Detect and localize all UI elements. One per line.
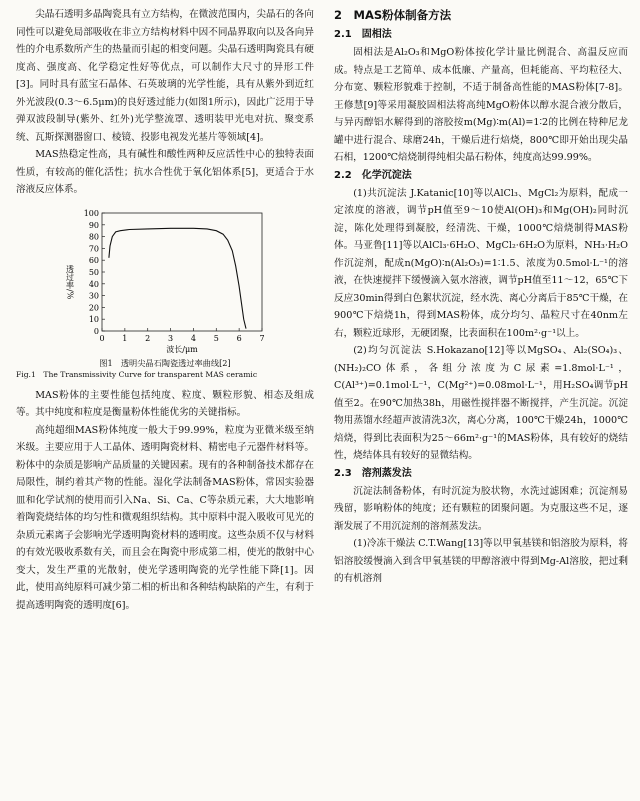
subsection-heading-precipitation: 2.2 化学沉淀法 bbox=[334, 169, 412, 181]
paragraph-spinel-intro: 尖晶石透明多晶陶瓷具有立方结构，在微波范围内，尖晶石的各向同性可以避免局部吸收在非立方结构材料中因不同晶界取向以及各向异性的介电系数所产生的热量而引起的相变问题。尖晶石透明陶瓷具有硬度高、强度高、化学稳定性好等优点，可以制作大尺寸的异形工件[3]。同时具有蓝宝石晶体、石英玻璃的光学性能，具有从紫外到近红外光波段(0.3～6.5μm)的良好透过能力(如图1所示)，因此广泛用于导弹双波段制导(紫外、红外)光学整流罩、透明装甲光电对抗、聚变系统、瓦斯探测器窗口、棱镜、投影电视发光基片等领域[4]。 bbox=[16, 9, 314, 143]
y-tick-label: 10 bbox=[88, 314, 99, 324]
figure-caption-cn: 图1 透明尖晶石陶瓷透过率曲线[2] bbox=[99, 357, 231, 368]
paragraph-purity: 高纯超细MAS粉体纯度一般大于99.99%，粒度为亚微米级至纳米级。主要应用于人工晶体、透明陶瓷材料、精密电子元器件材料等。粉体中的杂质是影响产品质量的关键因素。现有的各种制备技术都存在局限性，制约着其产物的性能。湿化学法制备MAS粉体，常因实验器皿和化学试剂的使用而引入Na、Si、Ca、C等杂质元素，大大地影响着陶瓷烧结体的均匀性和微观组织结构。其中原料中混入吸收可见光的杂质元素离子会影响光学透明陶瓷材料的透明度。这些杂质不仅与材料的有效光吸收系数有关，而且会在陶瓷中形成第二相，使光的散射中心变大，发生严重的光散射，使光学透明陶瓷的光学性能下降[1]。因此，使用高纯原料可减少第二相的析出和各种结构缺陷的产生，有利于提高透明陶瓷的透明度[6]。 bbox=[16, 424, 314, 611]
transmissivity-curve bbox=[109, 228, 246, 328]
y-tick-label: 60 bbox=[88, 255, 99, 265]
x-tick-label: 4 bbox=[190, 333, 196, 343]
y-tick-label: 70 bbox=[88, 243, 99, 253]
paragraph-mas-properties: MAS粉体的主要性能包括纯度、粒度、颗粒形貌、相态及组成等。其中纯度和粒度是衡量粉体性能优劣的关键指标。 bbox=[16, 389, 314, 418]
paragraph-homogeneous-precipitation: (2)均匀沉淀法 S.Hokazano[12]等以MgSO₄、Al₂(SO₄)₃、(NH₂)₂CO体系，各组分浓度为C尿素=1.8mol·L⁻¹，C(Al³⁺)=0.1mol·L⁻¹，C(Mg²⁺)=0.08mol·L⁻¹，用H₂SO₄调节pH值至2。在90℃加热38h，用磁性搅拌器不断搅拌，产生沉淀。沉淀物用蒸馏水经超声波清洗3次，离心分离，100℃干燥24h，1000℃焙烧，得到比表面积为25～66m²·g⁻¹的MAS粉体，具有较好的烧结性，烧结体具有较好的显微结构。 bbox=[334, 345, 628, 461]
left-column bbox=[16, 6, 314, 614]
y-axis-label: 透过率/% bbox=[65, 264, 75, 299]
y-tick-label: 0 bbox=[93, 326, 99, 336]
right-column bbox=[334, 6, 628, 588]
x-tick-label: 6 bbox=[236, 333, 242, 343]
figure-caption-en: Fig.1 The Transmissivity Curve for transparent MAS ceramic bbox=[16, 369, 258, 379]
subsection-heading-solvent-evaporation: 2.3 溶剂蒸发法 bbox=[334, 467, 412, 479]
transmissivity-chart bbox=[60, 205, 270, 355]
paragraph-coprecipitation: (1)共沉淀法 J.Katanic[10]等以AlCl₃、MgCl₂为原料，配成一定浓度的溶液，调节pH值至9～10使Al(OH)₃和Mg(OH)₂同时沉淀，陈化处理得到凝胶，经清洗、干燥，1000℃焙烧制得MAS粉体。马亚鲁[11]等以AlCl₃·6H₂O、MgCl₂·6H₂O为原料，NH₃·H₂O作沉淀剂，配成n(MgO)∶n(Al₂O₃)=1∶1.5、浓度为0.5mol·L⁻¹的溶液，在快速搅拌下缓慢滴入氨水溶液，调节pH值至11～12，65℃下反应30min得到白色絮状沉淀，经水洗、离心分离后于85℃干燥，在900℃下焙烧1h，得到MAS粉体，成分均匀、晶粒尺寸在40nm左右，颗粒近球形，无硬团聚，比表面积在100m²·g⁻¹以上。 bbox=[334, 187, 628, 339]
x-tick-label: 3 bbox=[168, 333, 174, 343]
subsection-heading-solid-phase: 2.1 固相法 bbox=[334, 29, 392, 40]
y-tick-label: 50 bbox=[88, 267, 99, 277]
x-tick-label: 7 bbox=[259, 333, 265, 343]
x-axis-label: 波长/μm bbox=[166, 344, 198, 354]
y-tick-label: 90 bbox=[88, 220, 99, 230]
paragraph-freeze-drying: (1)冷冻干燥法 C.T.Wang[13]等以甲氧基镁和铝溶胶为原料，将铝溶胶缓慢滴入到含甲氧基镁的甲醇溶液中得到Mg-Al溶胶，把过剩的有机溶剂 bbox=[334, 538, 628, 584]
y-tick-label: 40 bbox=[88, 279, 99, 289]
section-heading-methods: 2 MAS粉体制备方法 bbox=[334, 8, 452, 22]
paragraph-solvent-evaporation: 沉淀法制备粉体，有时沉淀为胶状物，水洗过滤困难；沉淀剂易残留，影响粉体的纯度；还有颗粒的团聚问题。为克服这些不足，逐渐发展了不用沉淀剂的溶剂蒸发法。 bbox=[334, 485, 628, 532]
x-tick-label: 0 bbox=[99, 333, 105, 343]
x-tick-label: 5 bbox=[213, 333, 219, 343]
y-tick-label: 30 bbox=[88, 291, 99, 301]
x-tick-label: 2 bbox=[145, 333, 151, 343]
paragraph-solid-phase: 固相法是Al₂O₃和MgO粉体按化学计量比例混合、高温反应而成。特点是工艺简单、成本低廉、产量高，但耗能高、平均粒径大、分布宽、颗粒形貌难于控制，不适于制备高性能的MAS粉体[7-8]。王修慧[9]等采用凝胶固相法将高纯MgO粉体以醇水混合液分散后，与异丙醇铝水解得到的溶胶按m(Mg)∶m(Al)=1∶2的比例在特种尼龙罐中进行混合、球磨24h，干燥后进行焙烧，800℃即开始出现尖晶石相，1200℃焙烧制得纯相尖晶石粉体，纯度高达99.99%。 bbox=[334, 47, 628, 163]
y-tick-label: 20 bbox=[88, 302, 99, 312]
figure-transmissivity bbox=[16, 205, 314, 381]
x-tick-label: 1 bbox=[122, 333, 128, 343]
y-tick-label: 100 bbox=[83, 208, 99, 218]
paragraph-mas-stability: MAS热稳定性高，具有碱性和酸性两种反应活性中心的独特表面性质，有较高的催化活性；抗水合性优于氧化铝体系[5]，更适合于水溶液反应体系。 bbox=[16, 149, 314, 195]
plot-frame bbox=[102, 213, 262, 331]
y-tick-label: 80 bbox=[88, 232, 99, 242]
